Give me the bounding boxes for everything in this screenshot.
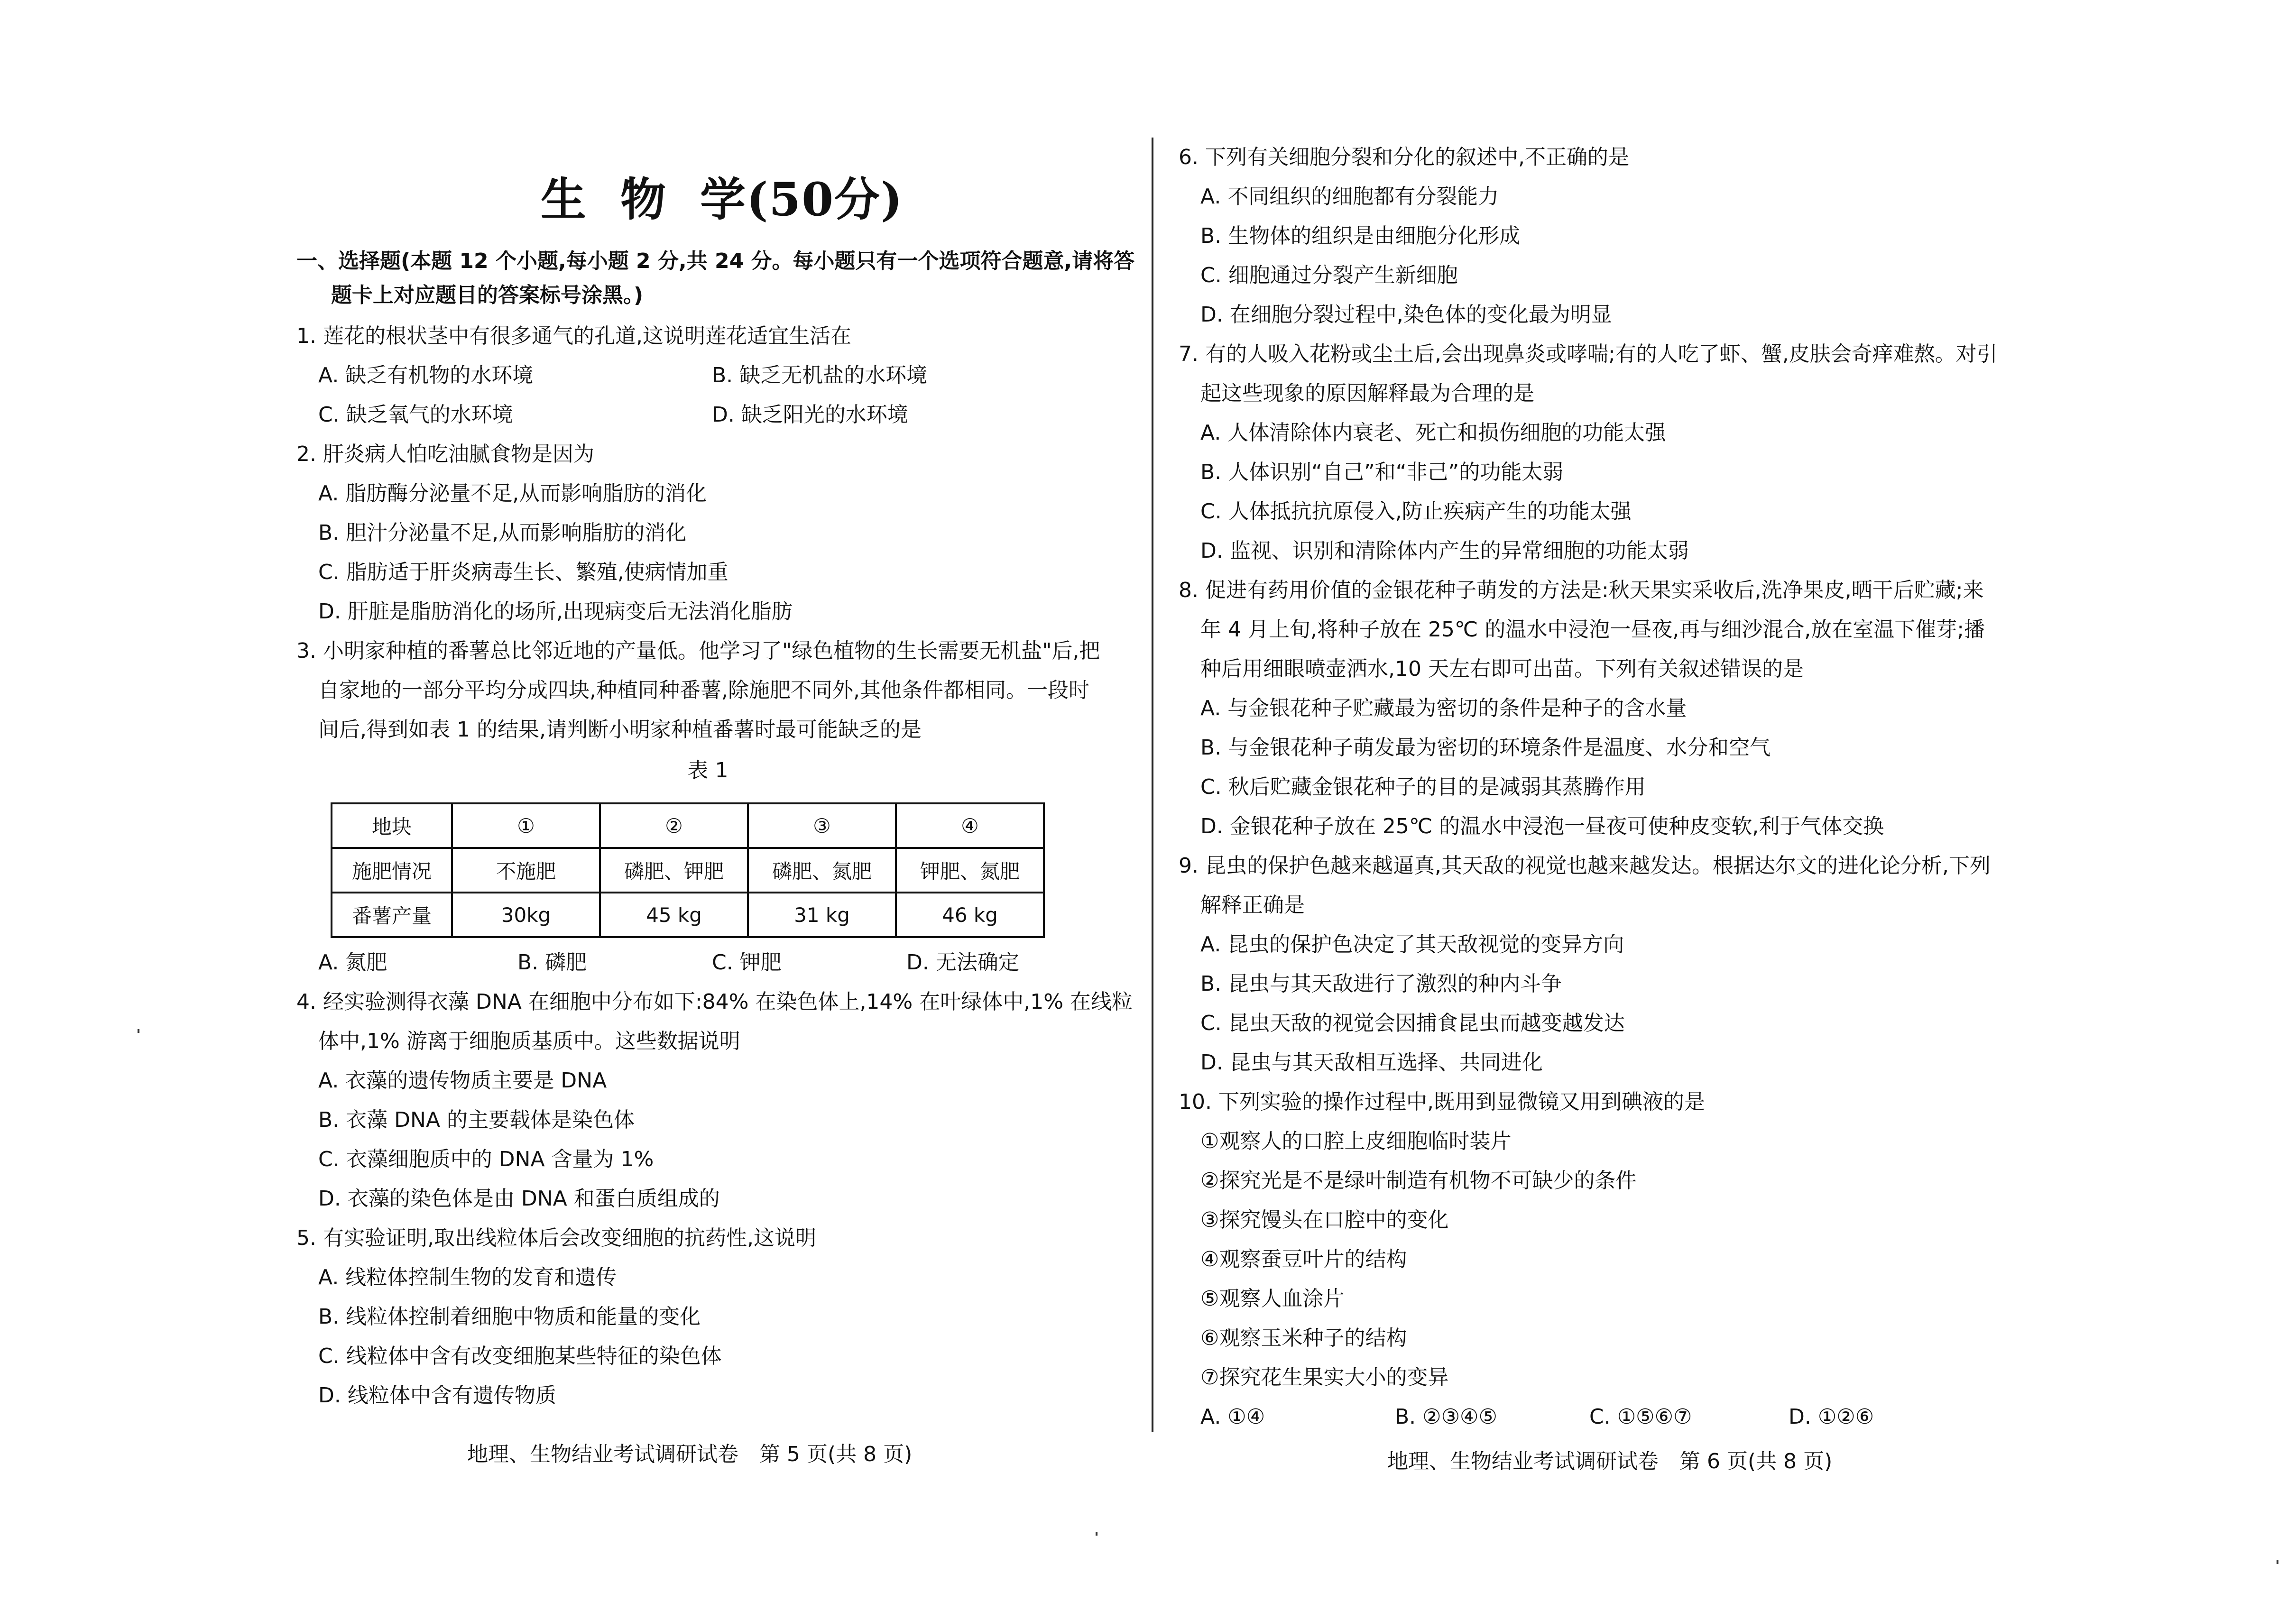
- table-cell: ④: [896, 803, 1044, 848]
- option-c: C. 线粒体中含有改变细胞某些特征的染色体: [318, 1344, 722, 1368]
- option-a: A. 不同组织的细胞都有分裂能力: [1200, 184, 1499, 209]
- question-stem-line: 体中,1% 游离于细胞质基质中。这些数据说明: [318, 1029, 740, 1053]
- title-char: 物: [620, 173, 667, 226]
- section-instruction-line2: 题卡上对应题目的答案标号涂黑。): [331, 283, 644, 307]
- option-b: B. ②③④⑤: [1395, 1405, 1497, 1429]
- table-cell: ③: [748, 803, 896, 848]
- question-stem-line: 8. 促进有药用价值的金银花种子萌发的方法是:秋天果实采收后,洗净果皮,晒干后贮藏;来: [1179, 578, 1984, 602]
- experiment-item: ③探究馒头在口腔中的变化: [1200, 1208, 1449, 1232]
- question-stem-line: 解释正确是: [1200, 893, 1305, 917]
- option-d: D. 在细胞分裂过程中,染色体的变化最为明显: [1200, 303, 1612, 327]
- question-10: [1179, 1082, 2032, 1436]
- option-a: A. 氮肥: [318, 950, 387, 975]
- option-b: B. 昆虫与其天敌进行了激烈的种内斗争: [1200, 972, 1562, 996]
- question-6: [1179, 138, 2032, 334]
- question-8: [1179, 571, 2032, 846]
- question-stem-line: 间后,得到如表 1 的结果,请判断小明家种植番薯时最可能缺乏的是: [318, 718, 922, 742]
- title-char: 生: [541, 173, 587, 226]
- question-stem: 5. 有实验证明,取出线粒体后会改变细胞的抗药性,这说明: [296, 1226, 816, 1250]
- question-stem: 2. 肝炎病人怕吃油腻食物是因为: [296, 442, 594, 466]
- column-divider: [1152, 138, 1153, 1432]
- question-stem-line: 3. 小明家种植的番薯总比邻近地的产量低。他学习了"绿色植物的生长需要无机盐"后,把: [296, 639, 1100, 663]
- experiment-item: ④观察蚕豆叶片的结构: [1200, 1247, 1407, 1271]
- question-5: [296, 1218, 1138, 1415]
- question-stem-line: 4. 经实验测得衣藻 DNA 在细胞中分布如下:84% 在染色体上,14% 在叶绿体中,1% 在线粒: [296, 990, 1133, 1014]
- experiment-item: ⑥观察玉米种子的结构: [1200, 1326, 1407, 1350]
- experiment-item: ①观察人的口腔上皮细胞临时装片: [1200, 1129, 1512, 1153]
- option-b: B. 衣藻 DNA 的主要载体是染色体: [318, 1108, 635, 1132]
- right-column: [1179, 138, 2032, 1436]
- option-c: C. ①⑤⑥⑦: [1589, 1405, 1692, 1429]
- option-row: [296, 356, 1138, 395]
- option-d: D. 无法确定: [906, 950, 1019, 975]
- table-cell: 31 kg: [748, 893, 896, 937]
- option-b: B. 人体识别“自己”和“非己”的功能太弱: [1200, 460, 1564, 484]
- option-c: C. 衣藻细胞质中的 DNA 含量为 1%: [318, 1147, 654, 1171]
- option-a: A. 昆虫的保护色决定了其天敌视觉的变异方向: [1200, 932, 1624, 957]
- option-d: D. 金银花种子放在 25℃ 的温水中浸泡一昼夜可使种皮变软,利于气体交换: [1200, 814, 1884, 838]
- scan-speck: [138, 1029, 139, 1033]
- table-cell: ①: [452, 803, 600, 848]
- option-c: C. 细胞通过分裂产生新细胞: [1200, 263, 1458, 287]
- option-a: A. 与金银花种子贮藏最为密切的条件是种子的含水量: [1200, 696, 1687, 720]
- table-caption: 表 1: [687, 758, 728, 783]
- question-1: [296, 316, 1138, 434]
- table-cell: 施肥情况: [332, 848, 452, 893]
- table-cell: 磷肥、氮肥: [748, 848, 896, 893]
- question-7: [1179, 334, 2032, 571]
- question-stem-line: 7. 有的人吸入花粉或尘土后,会出现鼻炎或哮喘;有的人吃了虾、蟹,皮肤会奇痒难熬。对引: [1179, 342, 1998, 366]
- option-row: [296, 943, 1138, 982]
- option-a: A. 线粒体控制生物的发育和遗传: [318, 1265, 617, 1289]
- option-d: D. 肝脏是脂肪消化的场所,出现病变后无法消化脂肪: [318, 599, 793, 624]
- footer-page-5: 地理、生物结业考试调研试卷 第 5 页(共 8 页): [467, 1442, 913, 1466]
- question-stem: 1. 莲花的根状茎中有很多通气的孔道,这说明莲花适宜生活在: [296, 324, 851, 348]
- table-row: [332, 803, 1044, 848]
- option-b: B. 胆汁分泌量不足,从而影响脂肪的消化: [318, 521, 687, 545]
- table-cell: 地块: [332, 803, 452, 848]
- experiment-item: ⑤观察人血涂片: [1200, 1287, 1345, 1311]
- option-c: C. 缺乏氧气的水环境: [318, 403, 513, 427]
- option-row: [296, 395, 1138, 434]
- fertilizer-table: [331, 802, 1045, 938]
- table-row: [332, 848, 1044, 893]
- question-stem-line: 年 4 月上旬,将种子放在 25℃ 的温水中浸泡一昼夜,再与细沙混合,放在室温下催芽;播: [1200, 617, 1985, 642]
- question-3: [296, 631, 1138, 982]
- option-c: C. 昆虫天敌的视觉会因捕食昆虫而越变越发达: [1200, 1011, 1625, 1035]
- option-c: C. 秋后贮藏金银花种子的目的是减弱其蒸腾作用: [1200, 775, 1646, 799]
- table-cell: 钾肥、氮肥: [896, 848, 1044, 893]
- option-d: D. ①②⑥: [1789, 1405, 1874, 1429]
- question-stem-line: 自家地的一部分平均分成四块,种植同种番薯,除施肥不同外,其他条件都相同。一段时: [318, 678, 1089, 702]
- option-c: C. 钾肥: [712, 950, 782, 975]
- page-title: [541, 164, 903, 229]
- option-a: A. 人体清除体内衰老、死亡和损伤细胞的功能太强: [1200, 421, 1666, 445]
- table-row: [332, 893, 1044, 937]
- section-instruction-line1: 一、选择题(本题 12 个小题,每小题 2 分,共 24 分。每小题只有一个选项符合题意,请将答: [296, 249, 1135, 273]
- option-b: B. 缺乏无机盐的水环境: [712, 363, 928, 387]
- left-column: [296, 244, 1138, 1415]
- footer-page-6: 地理、生物结业考试调研试卷 第 6 页(共 8 页): [1387, 1449, 1833, 1473]
- option-b: B. 线粒体控制着细胞中物质和能量的变化: [318, 1305, 701, 1329]
- option-d: D. 衣藻的染色体是由 DNA 和蛋白质组成的: [318, 1187, 720, 1211]
- question-2: [296, 434, 1138, 631]
- experiment-item: ⑦探究花生果实大小的变异: [1200, 1365, 1449, 1390]
- table-cell: 磷肥、钾肥: [600, 848, 748, 893]
- option-b: B. 与金银花种子萌发最为密切的环境条件是温度、水分和空气: [1200, 736, 1771, 760]
- table-cell: 不施肥: [452, 848, 600, 893]
- table-cell: ②: [600, 803, 748, 848]
- option-c: C. 人体抵抗抗原侵入,防止疾病产生的功能太强: [1200, 499, 1632, 524]
- option-row: [1179, 1397, 2032, 1436]
- option-d: D. 昆虫与其天敌相互选择、共同进化: [1200, 1050, 1543, 1075]
- question-9: [1179, 846, 2032, 1082]
- option-b: B. 生物体的组织是由细胞分化形成: [1200, 224, 1521, 248]
- option-a: A. 衣藻的遗传物质主要是 DNA: [318, 1068, 607, 1093]
- option-d: D. 缺乏阳光的水环境: [712, 403, 908, 427]
- table-cell: 45 kg: [600, 893, 748, 937]
- question-stem: 10. 下列实验的操作过程中,既用到显微镜又用到碘液的是: [1179, 1090, 1705, 1114]
- question-stem-line: 9. 昆虫的保护色越来越逼真,其天敌的视觉也越来越发达。根据达尔文的进化论分析,下列: [1179, 854, 1991, 878]
- title-char: 学(50分): [700, 173, 904, 226]
- question-4: [296, 982, 1138, 1218]
- section-heading: [296, 244, 1138, 313]
- option-d: D. 线粒体中含有遗传物质: [318, 1383, 556, 1408]
- scan-speck: [1096, 1532, 1097, 1536]
- table-cell: 30kg: [452, 893, 600, 937]
- question-stem-line: 种后用细眼喷壶洒水,10 天左右即可出苗。下列有关叙述错误的是: [1200, 657, 1804, 681]
- question-stem: 6. 下列有关细胞分裂和分化的叙述中,不正确的是: [1179, 145, 1629, 169]
- option-d: D. 监视、识别和清除体内产生的异常细胞的功能太弱: [1200, 539, 1689, 563]
- option-b: B. 磷肥: [517, 950, 587, 975]
- option-a: A. ①④: [1200, 1405, 1265, 1429]
- experiment-item: ②探究光是不是绿叶制造有机物不可缺少的条件: [1200, 1169, 1637, 1193]
- table-cell: 番薯产量: [332, 893, 452, 937]
- table-cell: 46 kg: [896, 893, 1044, 937]
- option-c: C. 脂肪适于肝炎病毒生长、繁殖,使病情加重: [318, 560, 728, 584]
- question-stem-line: 起这些现象的原因解释最为合理的是: [1200, 381, 1534, 405]
- option-a: A. 脂肪酶分泌量不足,从而影响脂肪的消化: [318, 481, 707, 506]
- option-a: A. 缺乏有机物的水环境: [318, 363, 534, 387]
- scan-speck: [2277, 1560, 2278, 1564]
